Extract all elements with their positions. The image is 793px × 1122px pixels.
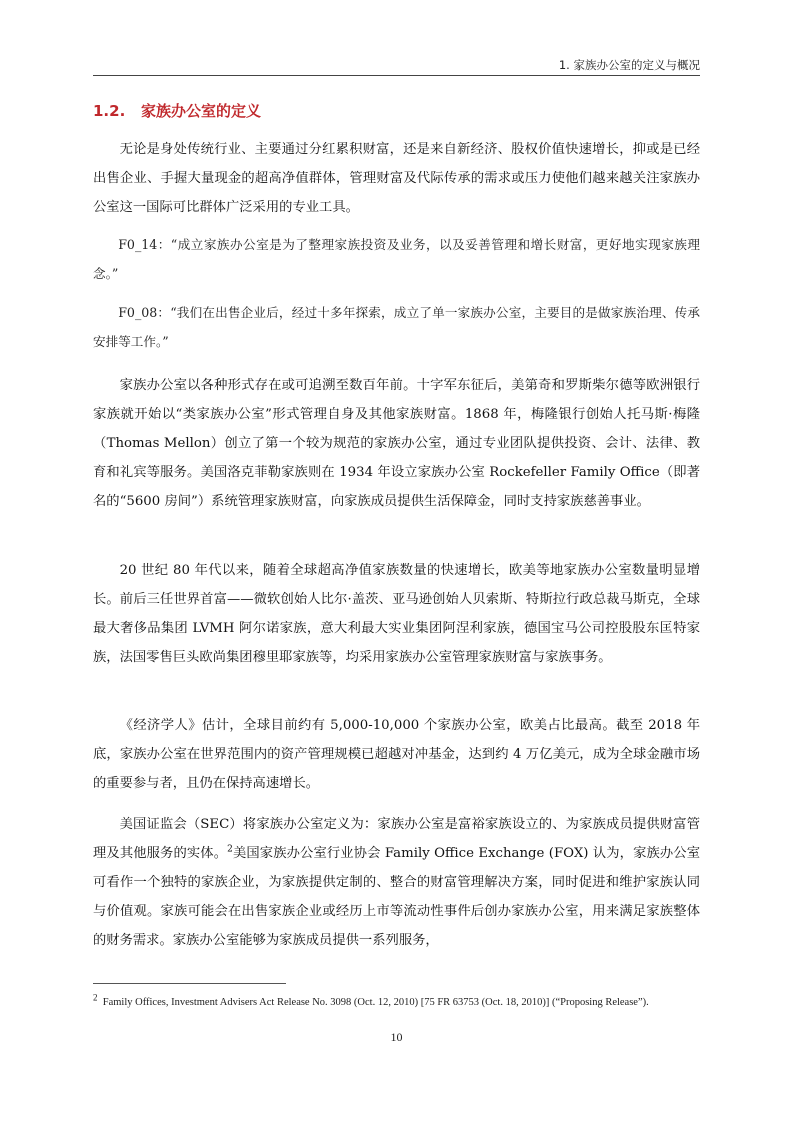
interview-quote-f0-08: F0_08：“我们在出售企业后，经过十多年探索，成立了单一家族办公室，主要目的是做家族治理、传承安排等工作。” [93, 305, 700, 349]
footnote-reference[interactable]: 2 [227, 844, 233, 855]
footnote-marker: 2 [93, 992, 98, 1003]
paragraph-history: 家族办公室以各种形式存在或可追溯至数百年前。十字军东征后，美第奇和罗斯柴尔德等欧洲银行家族就开始以“类家族办公室”形式管理自身及其他家族财富。1868 年，梅隆银行创始人托马斯·梅隆（Thomas Mellon）创立了第一个较为规范的家族办公室，通过专业团队提供投资、会计、法律、教育和礼宾等服务。美国洛克菲勒家族则在 1934 年设立家族办公室 Rockefeller Family Office（即著名的“5600 房间”）系统管理家族财富，向家族成员提供生活保障金，同时支持家族慈善事业。 [93, 378, 700, 509]
footnote-divider [93, 983, 286, 984]
page-number: 10 [390, 1030, 403, 1044]
interview-quote-f0-14: F0_14：“成立家族办公室是为了整理家族投资及业务，以及妥善管理和增长财富，更好地实现家族理念。” [93, 237, 700, 281]
section-heading [93, 100, 261, 121]
header-divider [93, 75, 700, 76]
section-title: 家族办公室的定义 [141, 102, 262, 120]
definition-sec-text: 美国证监会（SEC）将家族办公室定义为：家族办公室是富裕家族设立的、为家族成员提供财富管理及其他服务的实体。 [93, 817, 700, 861]
paragraph-definition [93, 810, 700, 955]
footnote [93, 994, 700, 1011]
section-number: 1.2. [93, 102, 126, 120]
paragraph-intro: 无论是身处传统行业、主要通过分红累积财富，还是来自新经济、股权价值快速增长，抑或是已经出售企业、手握大量现金的超高净值群体，管理财富及代际传承的需求或压力使他们越来越关注家族办公室这一国际可比群体广泛采用的专业工具。 [93, 142, 700, 215]
footnote-text: Family Offices, Investment Advisers Act Release No. 3098 (Oct. 12, 2010) [75 FR 63753 (Oct. 18, 2010)] (“Proposing Release”). [102, 997, 649, 1008]
definition-fox-text: 美国家族办公室行业协会 Family Office Exchange (FOX) 认为，家族办公室可看作一个独特的家族企业，为家族提供定制的、整合的财富管理解决方案，同时促进和维护家族认同与价值观。家族可能会在出售家族企业或经历上市等流动性事件后创办家族办公室，用来满足家族整体的财务需求。家族办公室能够为家族成员提供一系列服务， [93, 846, 701, 948]
paragraph-economist: 《经济学人》估计，全球目前约有 5,000-10,000 个家族办公室，欧美占比最高。截至 2018 年底，家族办公室在世界范围内的资产管理规模已超越对冲基金，达到约 4 万亿美元，成为全球金融市场的重要参与者，且仍在保持高速增长。 [93, 718, 700, 791]
paragraph-growth: 20 世纪 80 年代以来，随着全球超高净值家族数量的快速增长，欧美等地家族办公室数量明显增长。前后三任世界首富——微软创始人比尔·盖茨、亚马逊创始人贝索斯、特斯拉行政总裁马斯克，全球最大奢侈品集团 LVMH 阿尔诺家族，意大利最大实业集团阿涅利家族，德国宝马公司控股股东匡特家族，法国零售巨头欧尚集团穆里耶家族等，均采用家族办公室管理家族财富与家族事务。 [93, 563, 700, 665]
running-header: 1. 家族办公室的定义与概况 [558, 58, 700, 72]
